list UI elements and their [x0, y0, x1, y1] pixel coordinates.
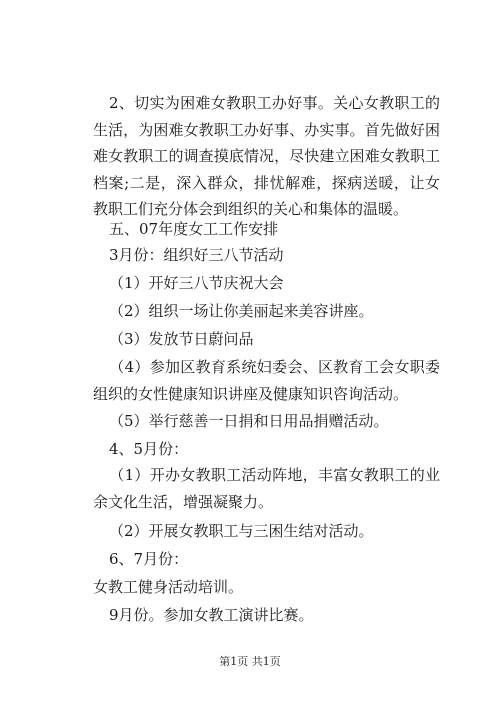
list-item-5: （5）举行慈善一日捐和日用品捐赠活动。: [109, 412, 389, 430]
paragraph-3: [93, 242, 440, 269]
paragraph-1: [93, 90, 440, 223]
paragraph-1-text: 2、切实为困难女教职工办好事。关心女教职工的生活，为困难女教职工办好事、办实事。首先做好困难女教职工的调查摸底情况，尽快建立困难女教职工档案;二是，深入群众，排忧解难，探病送暖，让女教职工们充分体会到组织的关心和集体的温暖。: [93, 94, 440, 218]
page-footer: 第1页 共1页: [219, 655, 281, 668]
paragraph-2: [93, 216, 440, 243]
list-item-7: （2）开展女教职工与三困生结对活动。: [109, 522, 374, 540]
month-heading-march: 3月份：组织好三八节活动: [109, 246, 284, 264]
list-item-2: （2）组织一场让你美丽起来美容讲座。: [109, 302, 374, 320]
list-item-1: （1）开好三八节庆祝大会: [109, 274, 284, 292]
section-heading: 五、07年度女工工作安排: [109, 220, 279, 238]
paragraph-11: [93, 518, 440, 545]
paragraph-10: [93, 462, 440, 515]
paragraph-9: [93, 436, 440, 463]
paragraph-7: [93, 354, 440, 407]
list-item-6: （1）开办女教职工活动阵地，丰富女教职工的业余文化生活，增强凝聚力。: [93, 466, 440, 511]
paragraph-12: [93, 546, 440, 573]
paragraph-14: [93, 602, 440, 629]
list-item-3: （3）发放节日蔚问品: [109, 330, 254, 348]
paragraph-8: [93, 408, 440, 435]
training-line: 女教工健身活动培训。: [93, 578, 244, 596]
paragraph-13: [93, 574, 440, 601]
list-item-4: （4）参加区教育系统妇委会、区教育工会女职委组织的女性健康知识讲座及健康知识咨询活动。: [93, 358, 440, 403]
paragraph-6: [93, 326, 440, 353]
paragraph-4: [93, 270, 440, 297]
month-heading-april-may: 4、5月份：: [109, 440, 189, 458]
month-heading-september: 9月份。参加女教工演讲比赛。: [109, 606, 314, 624]
paragraph-5: [93, 298, 440, 325]
month-heading-june-july: 6、7月份：: [109, 550, 189, 568]
